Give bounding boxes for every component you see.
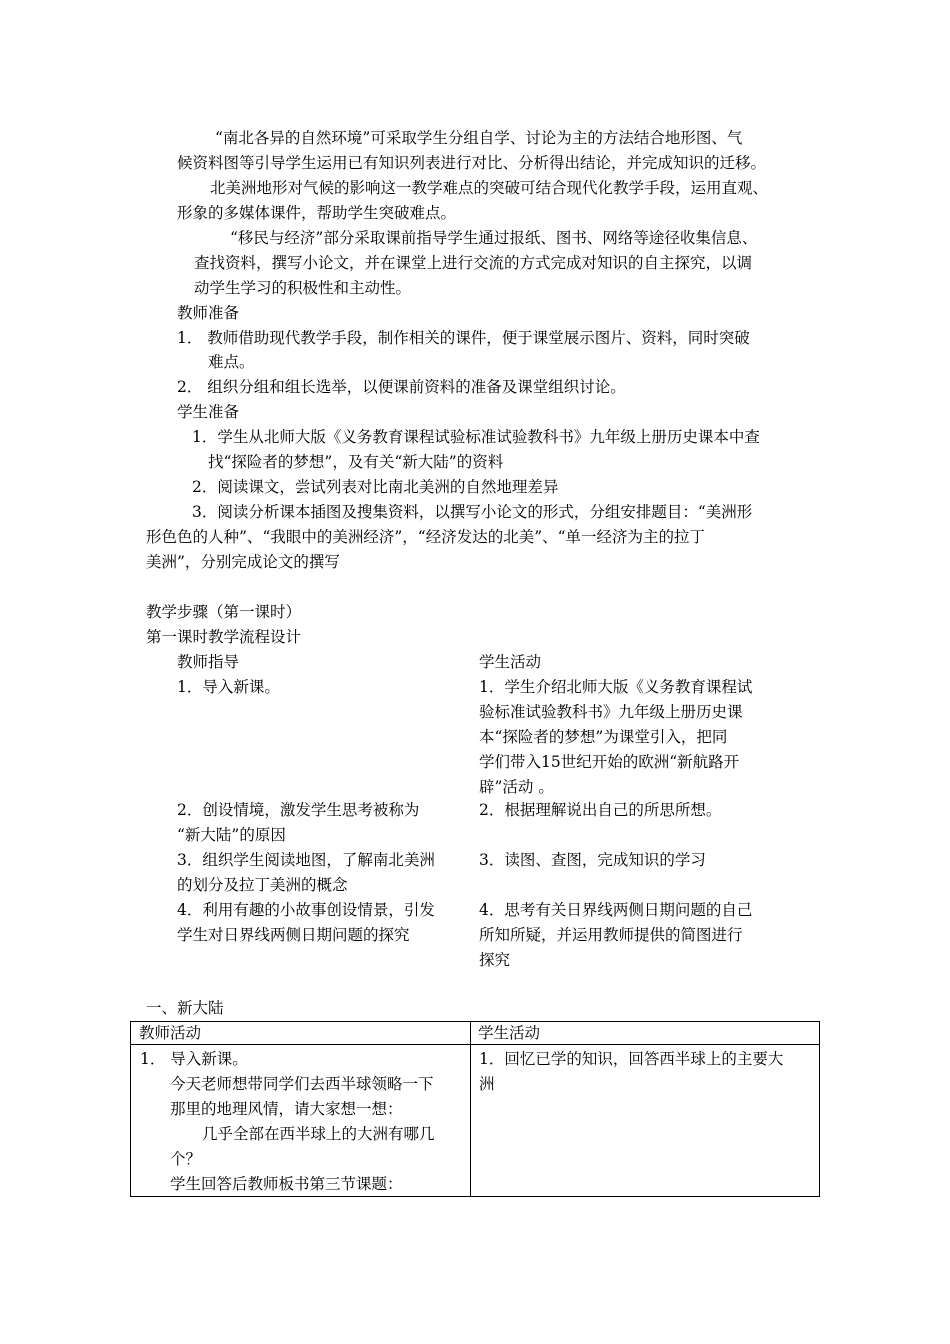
student-prep-item2: 2．阅读课文，尝试列表对比南北美洲的自然地理差异 xyxy=(192,478,559,496)
teacher-prep-item2: 2． 组织分组和组长选举，以便课前资料的准备及课堂组织讨论。 xyxy=(177,378,626,396)
step4-teacher-line1: 4．利用有趣的小故事创设情景，引发 xyxy=(177,901,435,919)
step3-teacher-line1: 3．组织学生阅读地图，了解南北美洲 xyxy=(177,851,435,869)
section-title: 一、新大陆 xyxy=(146,999,224,1017)
step1-student-line1: 1．学生介绍北师大版《义务教育课程试 xyxy=(479,678,753,696)
intro-p1-line1: “南北各异的自然环境”可采取学生分组自学、讨论为主的方法结合地形图、气 xyxy=(215,129,743,147)
student-line-2: 洲 xyxy=(479,1075,495,1093)
intro-p2-line2: 形象的多媒体课件，帮助学生突破难点。 xyxy=(177,204,457,222)
section-table xyxy=(130,1021,820,1197)
intro-p3-line1: “移民与经济”部分采取课前指导学生通过报纸、图书、网络等途径收集信息、 xyxy=(230,229,758,247)
intro-p3-line3: 动学生学习的积极性和主动性。 xyxy=(194,279,412,297)
student-prep-item3-line1: 3．阅读分析课本插图及搜集资料，以撰写小论文的形式，分组安排题目：“美洲形 xyxy=(192,503,753,521)
step4-teacher-line2: 学生对日界线两侧日期问题的探究 xyxy=(177,926,410,944)
teacher-line-4: 几乎全部在西半球上的大洲有哪几 xyxy=(202,1125,435,1143)
intro-p1-line2: 候资料图等引导学生运用已有知识列表进行对比、分析得出结论，并完成知识的迁移。 xyxy=(177,154,767,172)
student-prep-item1-line1: 1．学生从北师大版《义务教育课程试验标准试验教科书》九年级上册历史课本中查 xyxy=(192,428,760,446)
teacher-line-6: 学生回答后教师板书第三节课题： xyxy=(170,1175,403,1193)
intro-p2-line1: 北美洲地形对气候的影响这一教学难点的突破可结合现代化教学手段，运用直观、 xyxy=(210,179,769,197)
teacher-prep-item1-line1: 1． 教师借助现代教学手段，制作相关的课件，便于课堂展示图片、资料，同时突破 xyxy=(177,329,750,347)
steps-title: 教学步骤（第一课时） xyxy=(146,603,302,621)
header-teacher-label: 教师活动 xyxy=(139,1024,202,1042)
teacher-prep-title: 教师准备 xyxy=(177,304,240,322)
teacher-line-1: 1． 导入新课。 xyxy=(140,1050,248,1068)
teacher-line-3: 那里的地理风情，请大家想一想： xyxy=(170,1100,403,1118)
step3-student: 3．读图、查图，完成知识的学习 xyxy=(479,851,706,869)
step1-student-line3: 本“探险者的梦想”为课堂引入，把同 xyxy=(479,728,728,746)
step1-student-line2: 验标准试验教科书》九年级上册历史课 xyxy=(479,703,743,721)
teacher-prep-item1-line2: 难点。 xyxy=(208,353,255,371)
student-prep-title: 学生准备 xyxy=(177,403,240,421)
steps-col-student: 学生活动 xyxy=(479,653,542,671)
step4-student-line1: 4．思考有关日界线两侧日期问题的自己 xyxy=(479,901,753,919)
step2-teacher-line2: “新大陆”的原因 xyxy=(177,826,286,844)
student-line-1: 1．回忆已学的知识，回答西半球上的主要大 xyxy=(479,1050,784,1068)
step1-teacher: 1．导入新课。 xyxy=(177,678,280,696)
steps-col-teacher: 教师指导 xyxy=(177,653,240,671)
body-cell-teacher xyxy=(131,1045,471,1197)
step3-teacher-line2: 的划分及拉丁美洲的概念 xyxy=(177,876,348,894)
intro-p3-line2: 查找资料，撰写小论文，并在课堂上进行交流的方式完成对知识的自主探究，以调 xyxy=(194,254,753,272)
table-row xyxy=(131,1045,820,1197)
teacher-line-2: 今天老师想带同学们去西半球领略一下 xyxy=(170,1075,434,1093)
header-cell-teacher xyxy=(131,1022,471,1045)
student-prep-item3-line2: 形色色的人种”、“我眼中的美洲经济”，“经济发达的北美”、“单一经济为主的拉丁 xyxy=(146,528,706,546)
teacher-line-5: 个？ xyxy=(170,1150,202,1168)
body-cell-student xyxy=(471,1045,820,1197)
steps-subtitle: 第一课时教学流程设计 xyxy=(146,628,302,646)
step1-student-line4: 学们带入15世纪开始的欧洲“新航路开 xyxy=(479,753,740,771)
step1-student-line5: 辟”活动 。 xyxy=(479,778,554,796)
header-cell-student xyxy=(471,1022,820,1045)
step2-student: 2．根据理解说出自己的所思所想。 xyxy=(479,801,722,819)
step2-teacher-line1: 2．创设情境，激发学生思考被称为 xyxy=(177,801,420,819)
section-table-header xyxy=(131,1022,820,1045)
step4-student-line3: 探究 xyxy=(479,951,511,969)
student-prep-item1-line2: 找“探险者的梦想”，及有关“新大陆”的资料 xyxy=(208,453,504,471)
header-student-label: 学生活动 xyxy=(478,1024,541,1042)
step4-student-line2: 所知所疑，并运用教师提供的简图进行 xyxy=(479,926,743,944)
student-prep-item3-line3: 美洲”，分别完成论文的撰写 xyxy=(146,553,340,571)
